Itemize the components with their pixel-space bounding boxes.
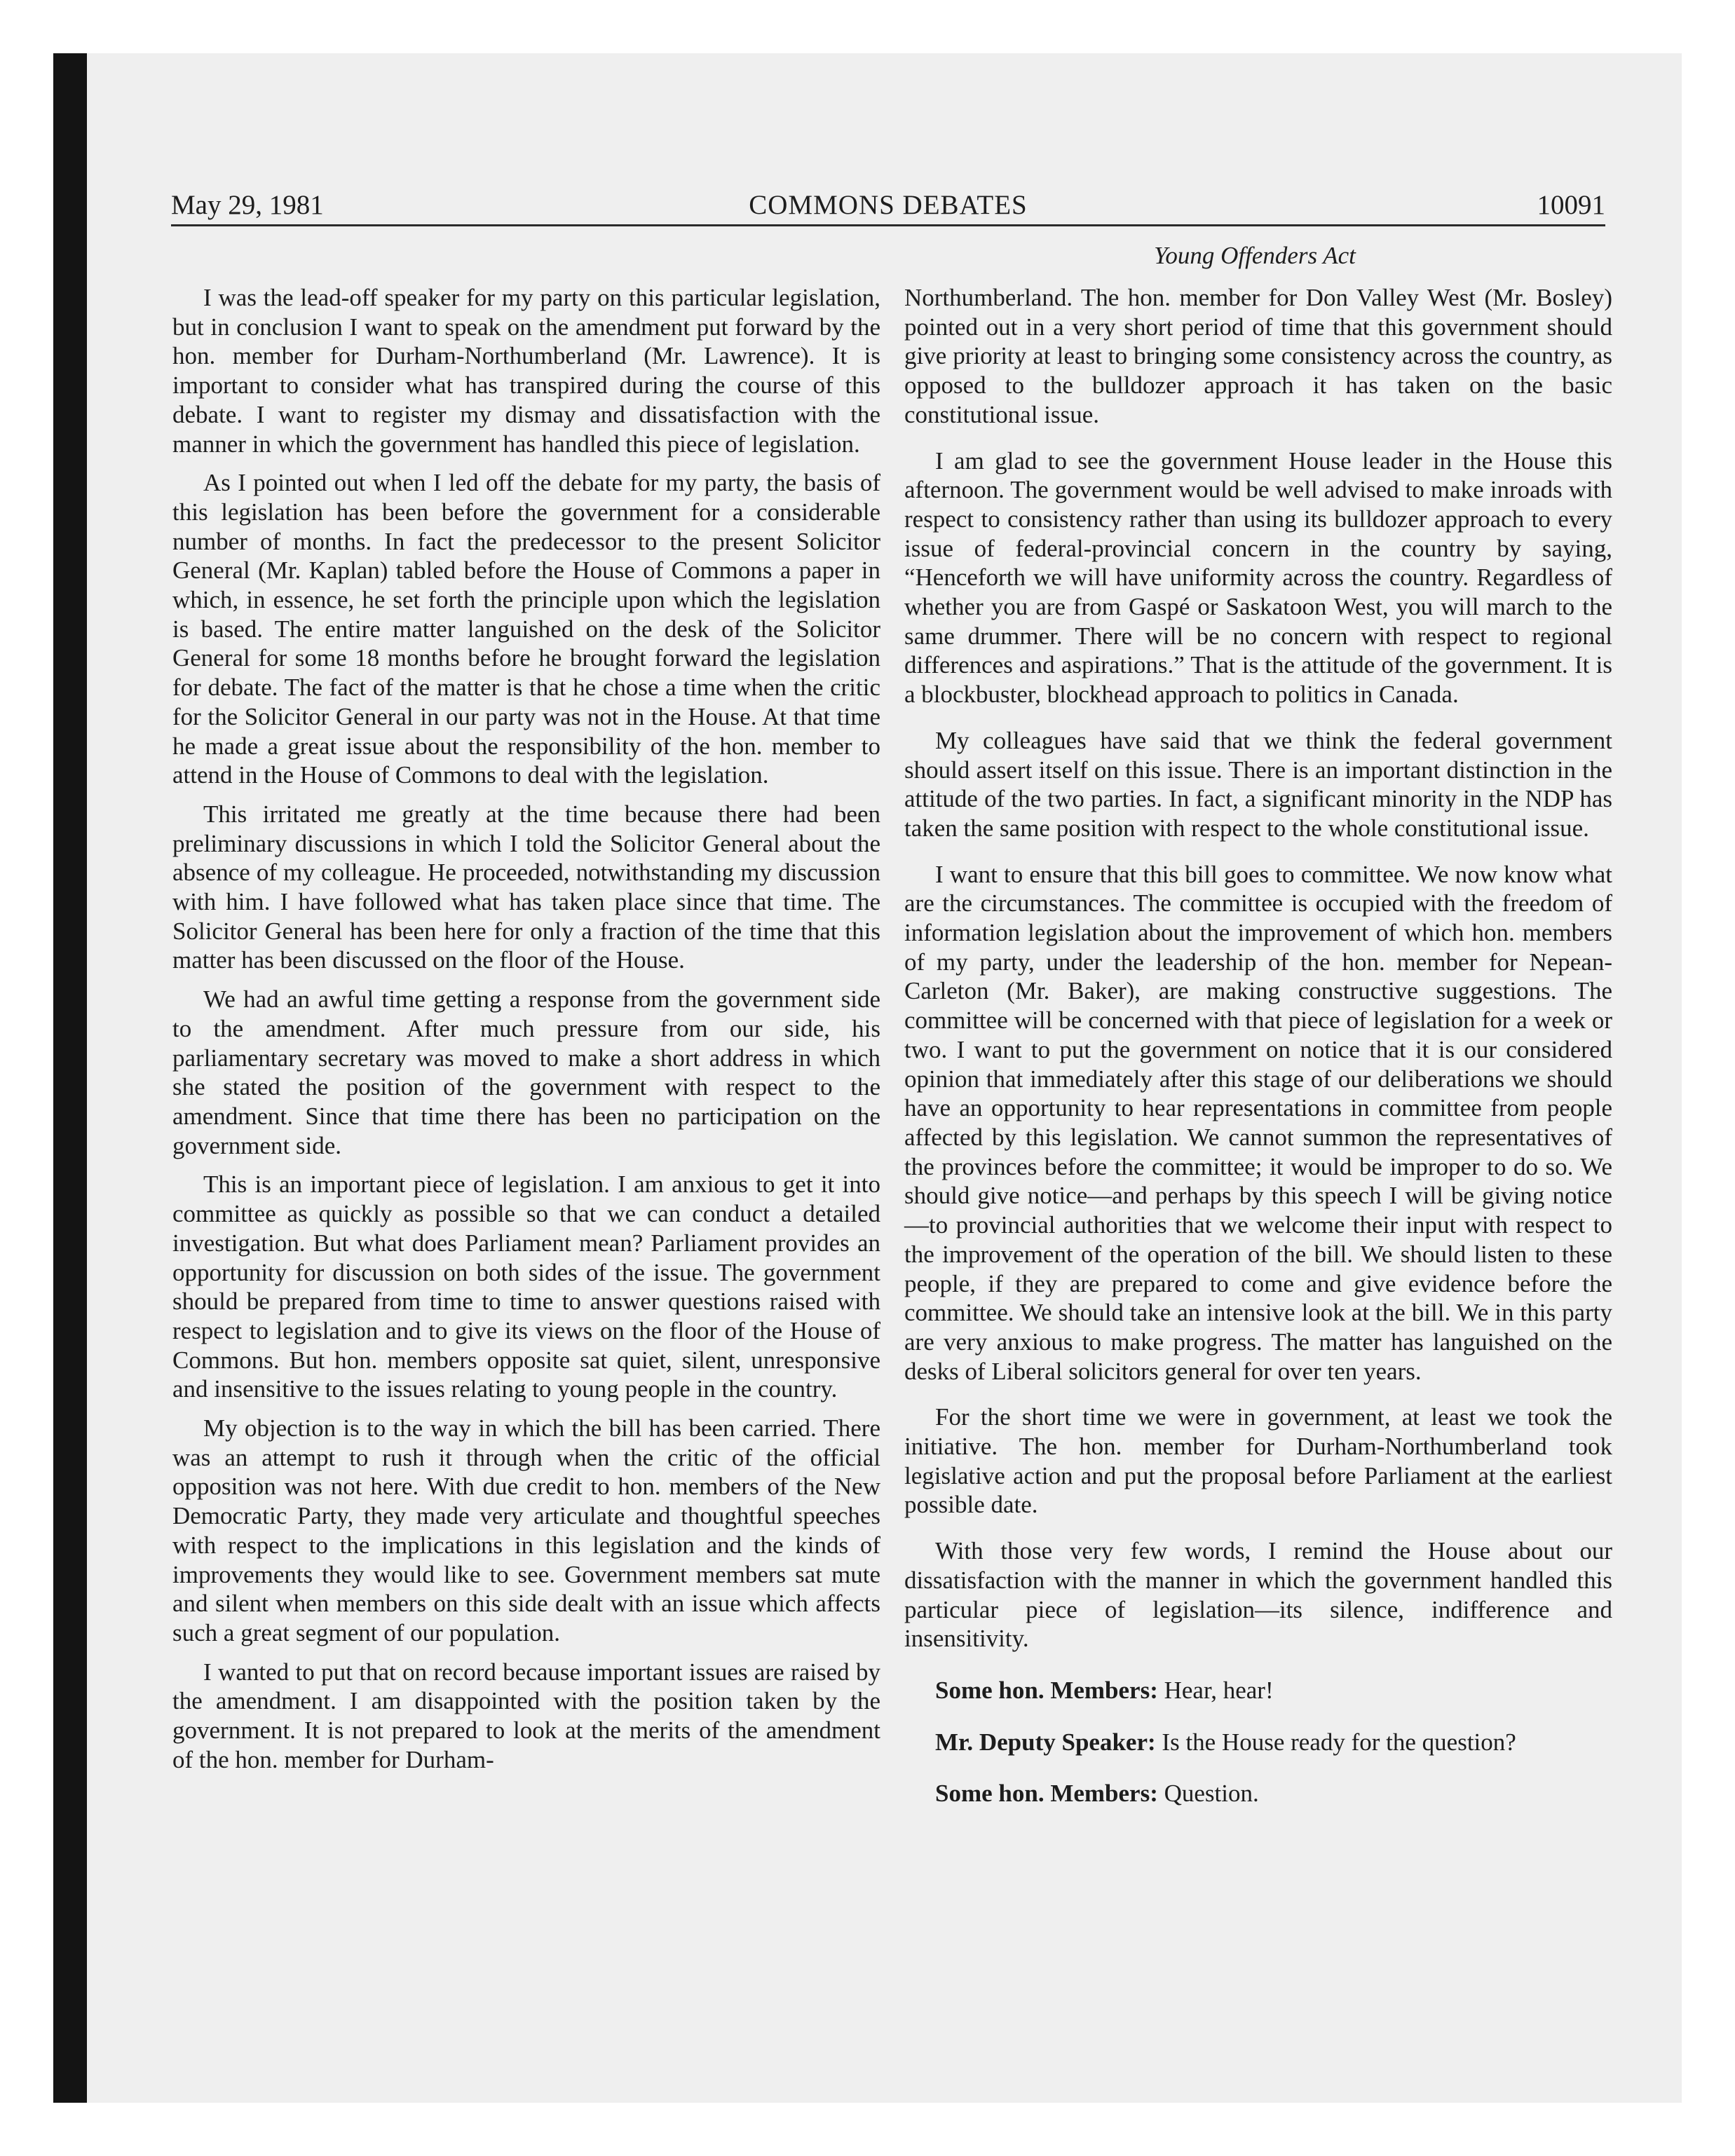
speaker-name: Some hon. Members: (935, 1676, 1158, 1704)
paragraph: This is an important piece of legislation. I am anxious to get it into committee as quickly as possible so that we can conduct a detailed investigation. But what does Parliament mean? Parliament provides an opportunity for discussion on both sides of the issue. The government should be prepared from time to time to answer questions raised with respect to legislation and to give its views on the floor of the House of Commons. But hon. members opposite sat quiet, silent, unresponsive and insensitive to the issues relating to young people in the country. (172, 1171, 880, 1403)
paragraph: With those very few words, I remind the House about our dissatisfaction with the manner in which the government handled this particular piece of legislation—its silence, indifference and insensitivity. (904, 1537, 1612, 1653)
speech-text: Is the House ready for the question? (1162, 1728, 1516, 1756)
paragraph: I wanted to put that on record because important issues are raised by the amendment. I am disappointed with the position taken by the government. It is not prepared to look at the merits of the amendment of the hon. member for Durham- (172, 1658, 880, 1773)
header-publication-title: COMMONS DEBATES (749, 190, 1028, 220)
page-header (171, 186, 1605, 226)
paragraph-continued: Northumberland. The hon. member for Don Valley West (Mr. Bosley) pointed out in a very short period of time that this government should give priority at least to bringing some consistency across the country, as opposed to the bulldozer approach it has taken on the basic constitutional issue. (904, 284, 1612, 428)
paragraph: For the short time we were in government, at least we took the initiative. The hon. member for Durham-Northumberland took legislative action and put the proposal before Parliament at the earliest possible date. (904, 1403, 1612, 1519)
header-page-number: 10091 (1537, 190, 1605, 220)
paragraph: This irritated me greatly at the time because there had been preliminary discussions in which I told the Solicitor General about the absence of my colleague. He proceeded, notwithstanding my discussion with him. I have followed what has taken place since that time. The Solicitor General has been here for only a fraction of the time that this matter has been discussed on the floor of the House. (172, 800, 880, 974)
paragraph: As I pointed out when I led off the debate for my party, the basis of this legislation has been before the government for a considerable number of months. In fact the predecessor to the present Solicitor General (Mr. Kaplan) tabled before the House of Commons a paper in which, in essence, he set forth the principle upon which the legislation is based. The entire matter languished on the desk of the Solicitor General for some 18 months before he brought forward the legislation for debate. The fact of the matter is that he chose a time when the critic for the Solicitor General in our party was not in the House. At that time he made a great issue about the responsibility of the hon. member to attend in the House of Commons to deal with the legislation. (172, 469, 880, 789)
right-column (904, 283, 1612, 1818)
scan-binding-edge (53, 53, 87, 2103)
speech-text: Question. (1164, 1780, 1259, 1808)
exchange-question (904, 1779, 1612, 1808)
exchange-applause (904, 1676, 1612, 1705)
speaker-name: Some hon. Members: (935, 1780, 1158, 1808)
header-date: May 29, 1981 (171, 190, 324, 220)
speech-text: Hear, hear! (1164, 1676, 1274, 1704)
speaker-name: Mr. Deputy Speaker: (935, 1728, 1156, 1756)
subject-heading: Young Offenders Act (1154, 242, 1356, 269)
paragraph: I am glad to see the government House leader in the House this afternoon. The government would be well advised to make inroads with respect to consistency rather than using its bulldozer approach to every issue of federal-provincial concern in the country by saying, “Henceforth we will have uniformity across the country. Regardless of whether you are from Gaspé or Saskatoon West, you will march to the same drummer. There will be no concern with respect to regional differences and aspirations.” That is the attitude of the government. It is a blockbuster, blockhead approach to politics in Canada. (904, 446, 1612, 709)
paragraph: My colleagues have said that we think the federal government should assert itself on this issue. There is an important distinction in the attitude of the two parties. In fact, a significant minority in the NDP has taken the same position with respect to the whole constitutional issue. (904, 726, 1612, 842)
paragraph: I was the lead-off speaker for my party on this particular legislation, but in conclusion I want to speak on the amendment put forward by the hon. member for Durham-Northumberland (Mr. Lawrence). It is important to consider what has transpired during the course of this debate. I want to register my dismay and dissatisfaction with the manner in which the government has handled this piece of legislation. (172, 284, 880, 458)
exchange-deputy-speaker (904, 1728, 1612, 1757)
paragraph: I want to ensure that this bill goes to committee. We now know what are the circumstances. The committee is occupied with the freedom of information legislation about the improvement of which hon. members of my party, under the leadership of the hon. member for Nepean-Carleton (Mr. Baker), are making constructive suggestions. The committee will be concerned with that piece of legislation for a week or two. I want to put the government on notice that it is our considered opinion that immediately after this stage of our deliberations we should have an opportunity to hear representations in committee from people affected by this legislation. We cannot summon the representatives of the provinces before the committee; it would be improper to do so. We should give notice—and perhaps by this speech I will be giving notice—to provincial authorities that we welcome their input with respect to the improvement of the operation of the bill. We should listen to these people, if they are prepared to come and give evidence before the committee. We should take an intensive look at the bill. We in this party are very anxious to make progress. The matter has languished on the desks of Liberal solicitors general for over ten years. (904, 860, 1612, 1385)
paragraph: We had an awful time getting a response from the government side to the amendment. After much pressure from our side, his parliamentary secretary was moved to make a short address in which she stated the position of the government with respect to the amendment. Since that time there has been no participation on the government side. (172, 985, 880, 1159)
left-column (172, 283, 880, 1784)
paragraph: My objection is to the way in which the bill has been carried. There was an attempt to rush it through when the critic of the official opposition was not here. With due credit to hon. members of the New Democratic Party, they made very articulate and thoughtful speeches with respect to the implications in this legislation and the kinds of improvements they would like to see. Government members sat mute and silent when members on this side dealt with an issue which affects such a great segment of our population. (172, 1414, 880, 1646)
